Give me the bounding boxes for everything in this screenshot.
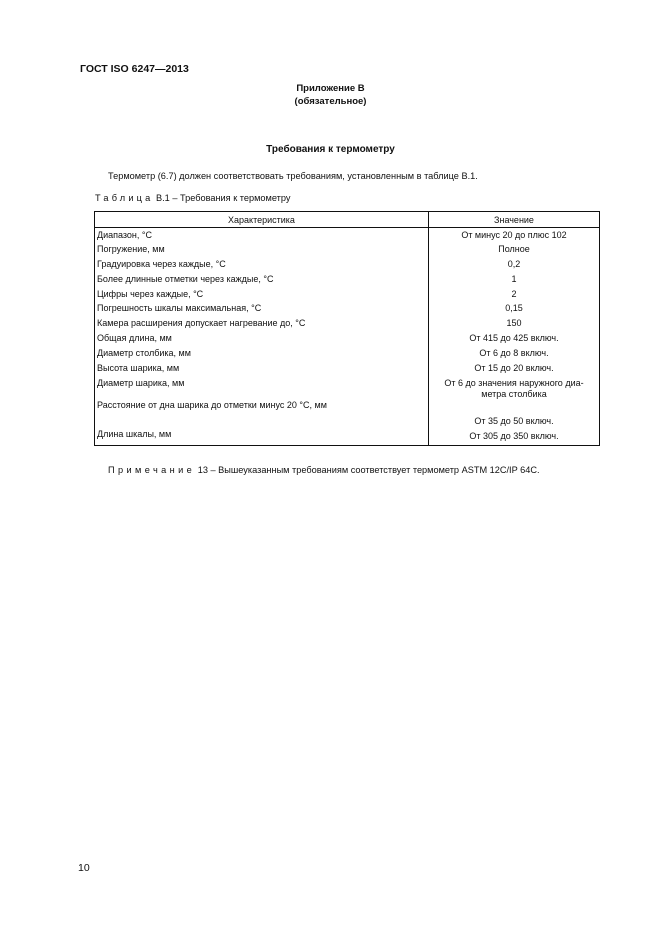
table-row-scale-length xyxy=(95,428,600,446)
table-row xyxy=(95,228,600,243)
header-characteristic: Характеристика xyxy=(95,212,429,228)
row-value-line: От 6 до значения наружного диа- xyxy=(444,378,584,389)
row-value: 2 xyxy=(511,288,517,299)
row-label: Диапазон, °С xyxy=(95,228,429,243)
row-value: От 305 до 350 включ. xyxy=(469,431,559,442)
row-value: Полное xyxy=(498,244,530,255)
appendix-heading xyxy=(0,82,661,108)
table-row xyxy=(95,272,600,287)
row-label: Камера расширения допускает нагревание до, °С xyxy=(95,316,429,331)
section-title: Требования к термометру xyxy=(266,144,395,155)
table-caption-word: Таблица xyxy=(95,193,154,203)
row-label: Более длинные отметки через каждые, °С xyxy=(95,272,429,287)
requirements-table xyxy=(94,211,600,446)
table-note xyxy=(108,465,540,475)
header-value: Значение xyxy=(429,212,600,228)
row-label: Длина шкалы, мм xyxy=(95,428,429,446)
row-value: 150 xyxy=(506,318,522,329)
note-text: 13 – Вышеуказанным требованиям соответствует термометр ASTM 12C/IP 64C. xyxy=(197,465,540,475)
table-row xyxy=(95,257,600,272)
table-row xyxy=(95,361,600,376)
note-word: Примечание xyxy=(108,465,196,475)
row-label: Градуировка через каждые, °С xyxy=(95,257,429,272)
table-row xyxy=(95,331,600,346)
table-row-distance xyxy=(95,400,600,428)
page-number: 10 xyxy=(78,862,90,874)
row-label-text: Расстояние от дна шарика до отметки минус 20 °С, мм xyxy=(97,400,327,411)
row-value xyxy=(429,375,600,400)
row-value: От 6 до 8 включ. xyxy=(479,347,549,358)
intro-paragraph: Термометр (6.7) должен соответствовать требованиям, установленным в таблице В.1. xyxy=(108,171,478,181)
table-row xyxy=(95,346,600,361)
row-value: От 15 до 20 включ. xyxy=(474,362,554,373)
row-value-line: метра столбика xyxy=(481,389,547,400)
appendix-status: (обязательное) xyxy=(294,96,367,107)
row-label: Высота шарика, мм xyxy=(95,361,429,376)
row-label: Цифры через каждые, °С xyxy=(95,287,429,302)
table-row xyxy=(95,316,600,331)
standard-designation: ГОСТ ISO 6247—2013 xyxy=(80,63,189,75)
row-value: 0,2 xyxy=(507,259,521,270)
table-row-bulb-diameter xyxy=(95,375,600,400)
row-value: От 35 до 50 включ. xyxy=(474,416,554,427)
table-header-row xyxy=(95,212,600,228)
table-caption xyxy=(95,193,290,203)
row-value: 1 xyxy=(511,273,517,284)
table-caption-text: В.1 – Требования к термометру xyxy=(156,193,291,203)
row-value: От 415 до 425 включ. xyxy=(469,333,559,344)
appendix-title: Приложение В xyxy=(296,83,365,94)
row-value: 0,15 xyxy=(505,303,523,314)
table-row xyxy=(95,287,600,302)
table-row xyxy=(95,242,600,257)
row-label: Погрешность шкалы максимальная, °С xyxy=(95,301,429,316)
row-value: От минус 20 до плюс 102 xyxy=(461,230,567,240)
row-label: Общая длина, мм xyxy=(95,331,429,346)
row-label xyxy=(95,400,429,428)
row-label: Диаметр столбика, мм xyxy=(95,346,429,361)
row-label: Погружение, мм xyxy=(95,242,429,257)
table-row xyxy=(95,301,600,316)
row-label: Диаметр шарика, мм xyxy=(95,375,429,400)
